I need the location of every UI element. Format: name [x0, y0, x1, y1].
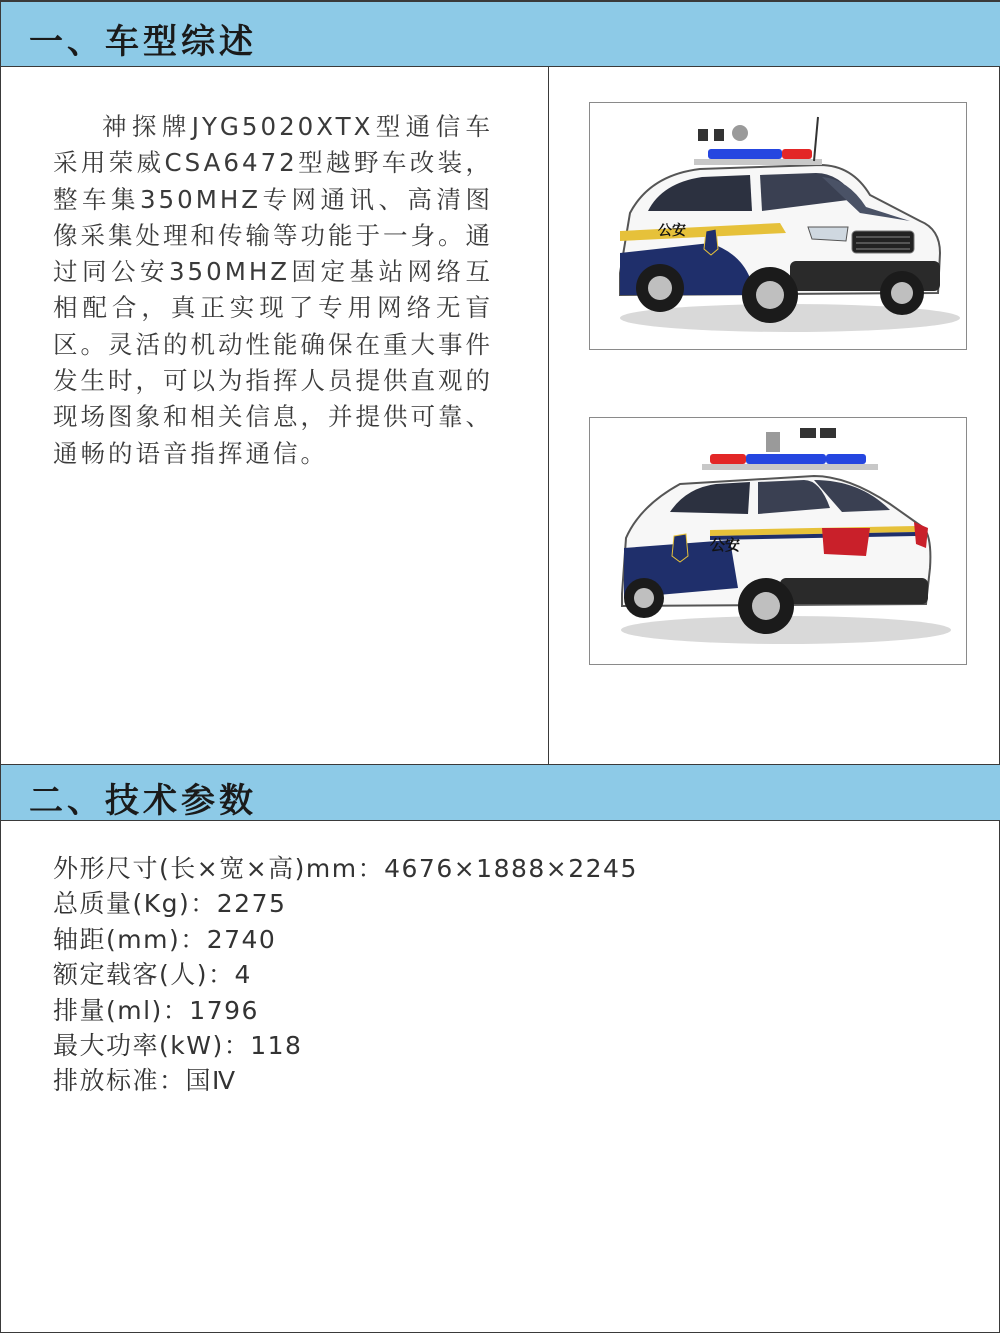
police-suv-rear-illustration: [590, 418, 966, 664]
overview-section-header: [1, 1, 1000, 67]
photo1-livery-text: 公安: [658, 223, 686, 239]
spec-max-power: 最大功率(kW)：118: [53, 1031, 303, 1061]
specs-section-header: [1, 764, 1000, 821]
column-divider: [548, 67, 549, 764]
spec-seating: 额定载客(人)：4: [53, 960, 252, 990]
police-suv-front-illustration: [590, 103, 966, 349]
spec-total-mass: 总质量(Kg)：2275: [53, 889, 287, 919]
specs-list: [53, 851, 953, 1099]
overview-section-title: 一、车型综述: [29, 22, 257, 62]
vehicle-photo-rear: [589, 417, 967, 665]
spec-dimensions: 外形尺寸(长×宽×高)mm：4676×1888×2245: [53, 854, 638, 883]
spec-wheelbase: 轴距(mm)：2740: [53, 924, 277, 954]
specs-section-title: 二、技术参数: [29, 781, 257, 821]
spec-emission-standard: 排放标准：国Ⅳ: [53, 1066, 237, 1096]
spec-displacement: 排量(ml)：1796: [53, 995, 259, 1025]
photo2-livery-text: 公安: [710, 536, 741, 554]
vehicle-description: 神探牌JYG5020XTX型通信车采用荣威CSA6472型越野车改装，整车集350MHZ专网通讯、高清图像采集处理和传输等功能于一身。通过同公安350MHZ固定基站网络互相配合，真正实现了专用网络无盲区。灵活的机动性能确保在重大事件发生时，可以为指挥人员提供直观的现场图象和相关信息，并提供可靠、通畅的语音指挥通信。: [53, 112, 493, 468]
vehicle-photo-front: [589, 102, 967, 350]
overview-section: [1, 67, 1000, 764]
